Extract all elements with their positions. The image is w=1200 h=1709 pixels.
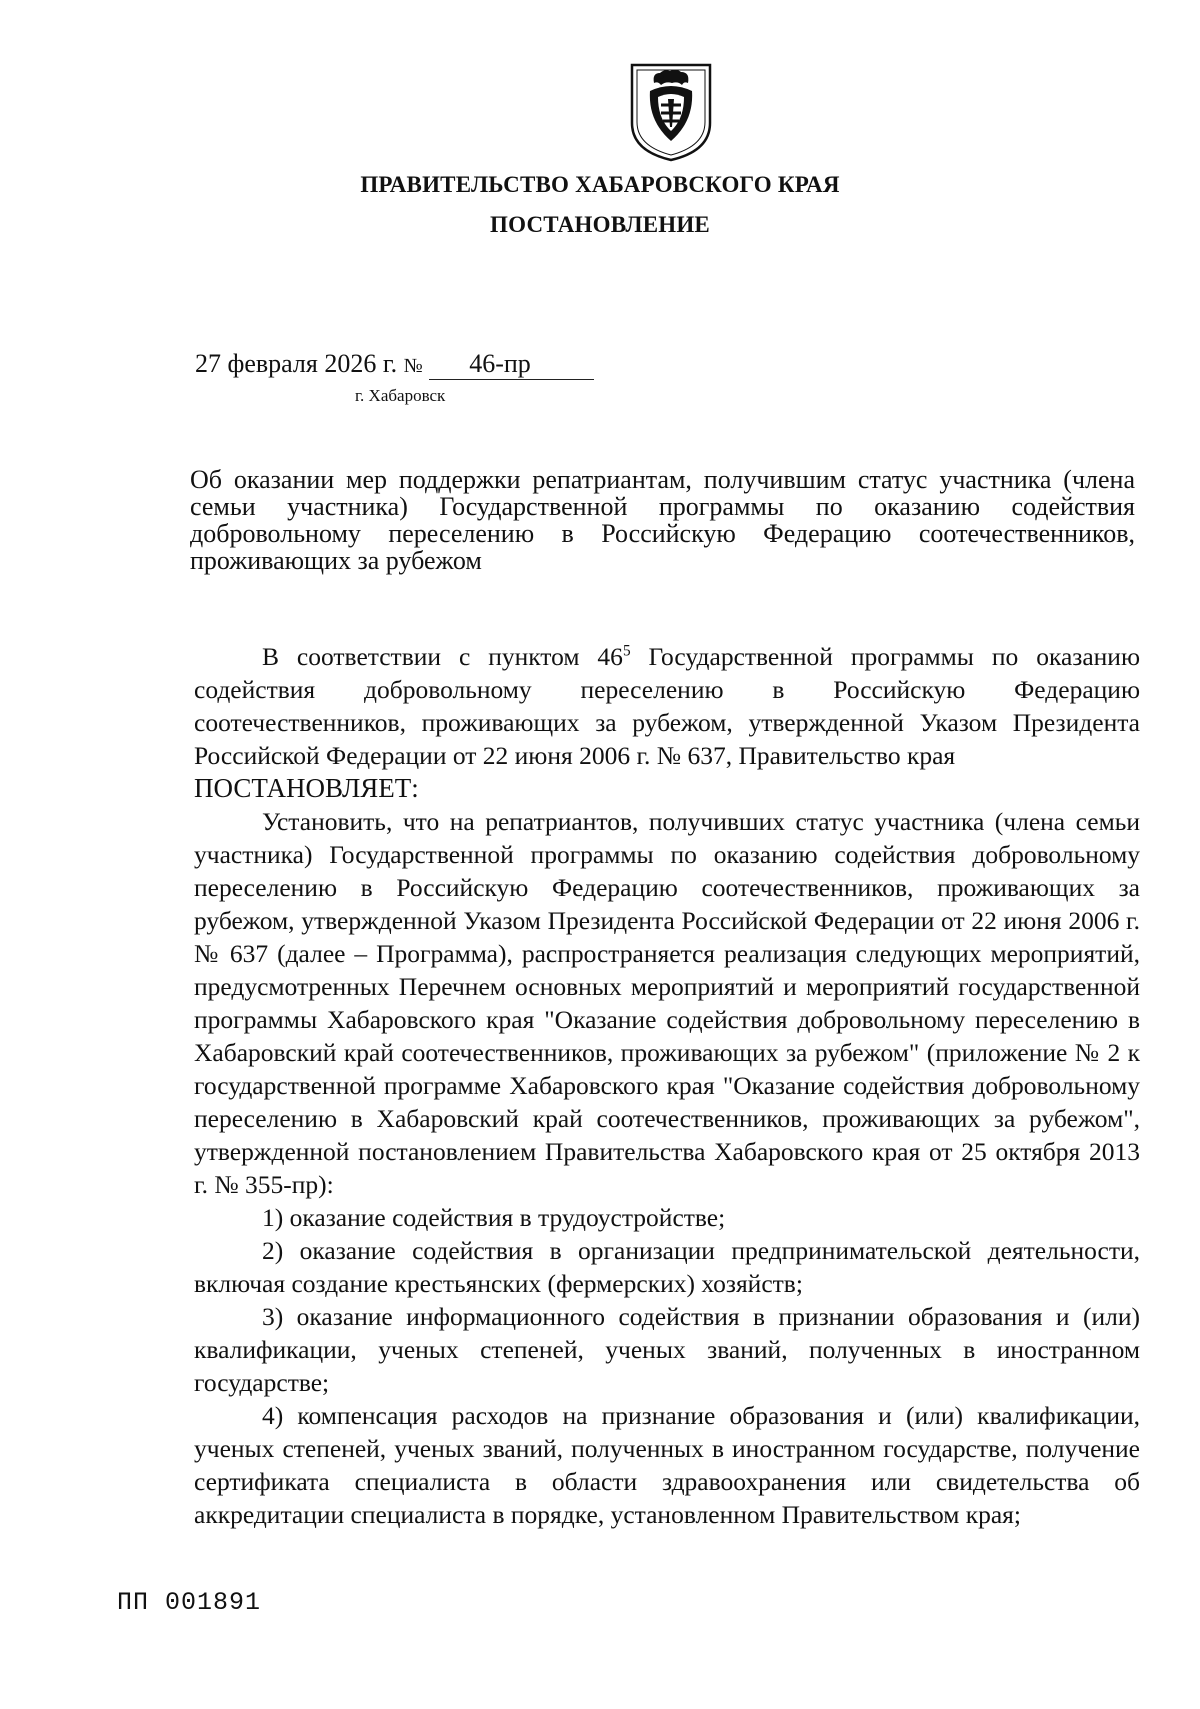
coat-of-arms-emblem (628, 61, 714, 163)
resolves-word: ПОСТАНОВЛЯЕТ: (194, 773, 419, 803)
document-body (194, 640, 1140, 1531)
date-number-line (195, 349, 594, 380)
intro-text-a: В соответствии с пунктом 46 (262, 642, 623, 671)
list-item: 4) компенсация расходов на признание образования и (или) квалификации, ученых степеней, ученых званий, полученных в иностранном государстве, получение сертификата специалиста в области здравоохранения или свидетельства об аккредитации специалиста в порядке, установленном Правительством края; (194, 1401, 1140, 1529)
list-item: 2) оказание содействия в организации предпринимательской деятельности, включая создание крестьянских (фермерских) хозяйств; (194, 1236, 1140, 1298)
list-item: 3) оказание информационного содействия в признании образования и (или) квалификации, ученых степеней, ученых званий, полученных в иностранном государстве; (194, 1302, 1140, 1397)
government-title: ПРАВИТЕЛЬСТВО ХАБАРОВСКОГО КРАЯ (360, 172, 840, 197)
number-sign: № (403, 355, 423, 377)
form-serial-code: ПП 001891 (117, 1588, 262, 1617)
intro-text-b: Государственной программы по оказанию содействия добровольному переселению в Российскую Федерацию соотечественников, проживающих за рубежом, утвержденной Указом Президента Российской Федерации от 22 июня 2006 г. № 637, Правительство края (194, 642, 1141, 770)
document-type: ПОСТАНОВЛЕНИЕ (490, 212, 710, 237)
document-city: г. Хабаровск (355, 386, 446, 405)
document-subject: Об оказании мер поддержки репатриантам, получившим статус участника (члена семьи участника) Государственной программы по оказанию содействия добровольному переселению в Российскую Федерацию соотечественников, проживающих за рубежом (190, 465, 1135, 576)
main-paragraph: Установить, что на репатриантов, получивших статус участника (члена семьи участника) Государственной программы по оказанию содействия добровольному переселению в Российскую Федерацию соотечественников, проживающих за рубежом, утвержденной Указом Президента Российской Федерации от 22 июня 2006 г. № 637 (далее – Программа), распространяется реализация следующих мероприятий, предусмотренных Перечнем основных мероприятий и мероприятий государственной программы Хабаровского края "Оказание содействия добровольному переселению в Хабаровский край соотечественников, проживающих за рубежом" (приложение № 2 к государственной программе Хабаровского края "Оказание содействия добровольному переселению в Хабаровский край соотечественников, проживающих за рубежом", утвержденной постановлением Правительства Хабаровского края от 25 октября 2013 г. № 355-пр): (194, 807, 1140, 1199)
document-date: 27 февраля 2026 г. (195, 349, 398, 378)
list-item: 1) оказание содействия в трудоустройстве; (262, 1203, 726, 1232)
document-number: 46-пр (429, 349, 594, 380)
intro-paragraph (194, 640, 1140, 772)
intro-superscript: 5 (622, 642, 631, 660)
